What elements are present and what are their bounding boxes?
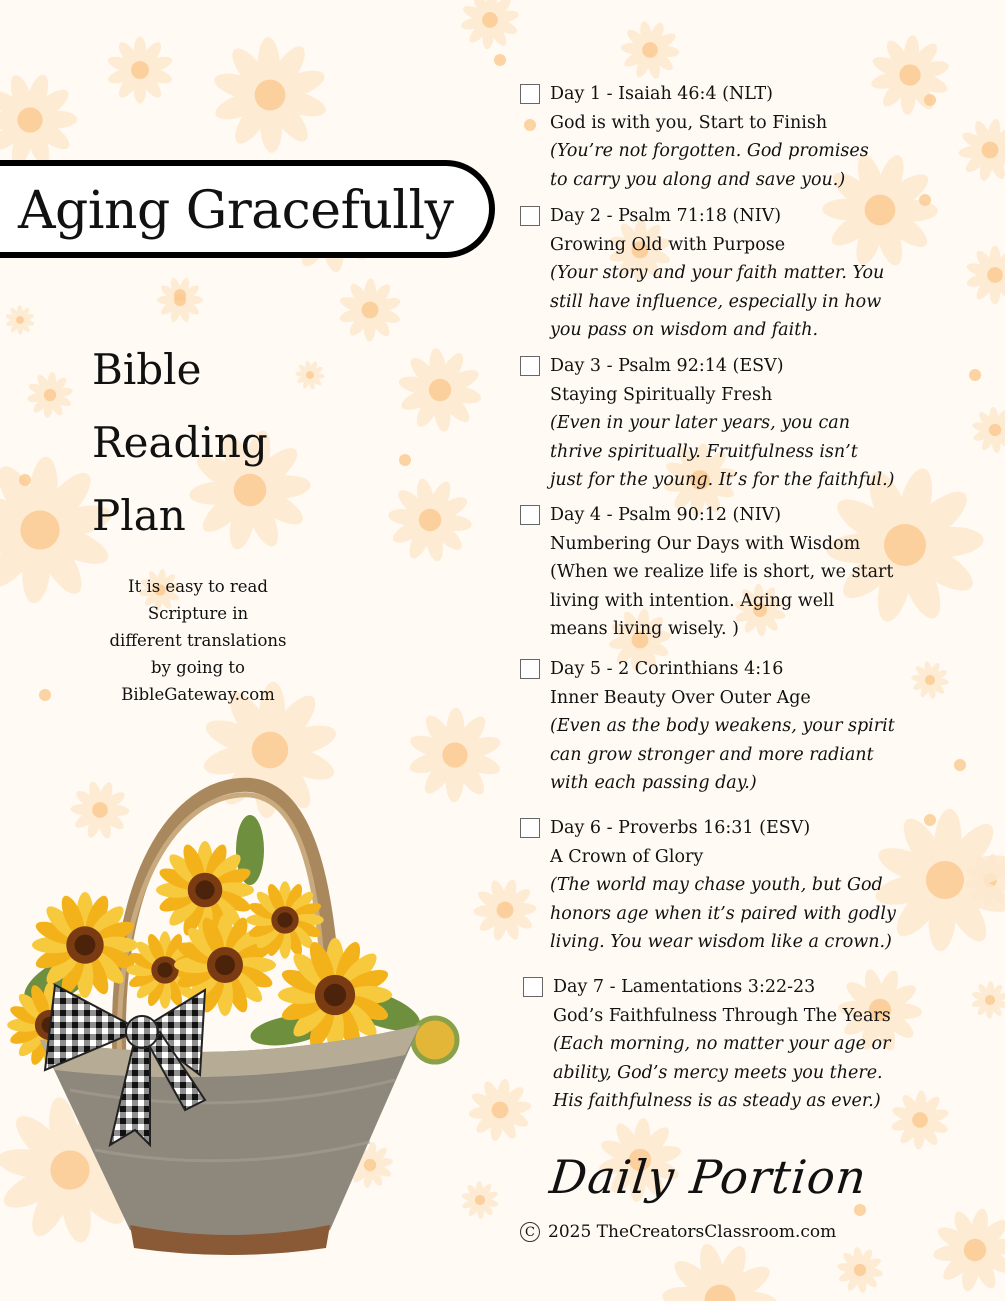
daisy-flower	[397, 347, 482, 432]
daisy-flower	[106, 36, 174, 103]
daisy-flower	[5, 305, 35, 334]
day-desc-line: (Even in your later years, you can	[550, 413, 850, 433]
day-desc-line: still have influence, especially in how	[550, 291, 882, 312]
subtitle-line: Bible	[92, 345, 202, 394]
decor-dot	[854, 1204, 866, 1216]
daisy-flower	[932, 1207, 1005, 1293]
daisy-flower	[460, 0, 520, 50]
day-desc-line: to carry you along and save you.)	[550, 169, 846, 190]
decor-dot	[19, 474, 31, 486]
daisy-flower	[338, 278, 402, 341]
subtitle-block	[92, 333, 268, 552]
daisy-flower	[26, 372, 73, 419]
daisy-flower	[387, 477, 472, 563]
day-desc-line: ability, God’s mercy meets you there.	[553, 1062, 883, 1083]
day-theme: A Crown of Glory	[550, 846, 704, 867]
copyright-line	[520, 1220, 836, 1244]
decor-dot	[494, 54, 506, 66]
sunflower	[32, 892, 138, 998]
day-5-entry	[520, 655, 990, 798]
day-2-entry	[520, 202, 990, 345]
day-7-entry	[523, 973, 993, 1116]
day-4-entry	[520, 501, 990, 644]
day-desc-line: you pass on wisdom and faith.	[550, 320, 819, 340]
day-theme: God’s Faithfulness Through The Years	[553, 1005, 891, 1026]
daisy-flower	[836, 1247, 883, 1294]
day-theme: Inner Beauty Over Outer Age	[550, 687, 811, 708]
copyright-text: 2025 TheCreatorsClassroom.com	[548, 1222, 837, 1242]
day-theme: Growing Old with Purpose	[550, 234, 786, 255]
day-desc-line: thrive spiritually. Fruitfulness isn’t	[550, 441, 858, 462]
note-line: different translations	[109, 631, 287, 650]
decor-dot	[39, 689, 51, 701]
day-theme: God is with you, Start to Finish	[550, 112, 828, 133]
day-1-entry	[520, 80, 990, 194]
day-ref: Day 3 - Psalm 92:14 (ESV)	[550, 356, 784, 376]
daily-portion-logo: Daily Portion	[547, 1150, 870, 1204]
sunflower-basket-illustration	[0, 770, 470, 1270]
note-line: by going to	[151, 658, 245, 677]
page-title: Aging Gracefully	[18, 181, 454, 241]
subtitle-line: Reading	[92, 418, 268, 467]
day-desc-line: (Your story and your faith matter. You	[550, 263, 885, 283]
day-desc-line: can grow stronger and more radiant	[550, 744, 874, 765]
day-desc-line: (Even as the body weakens, your spirit	[550, 716, 895, 736]
day-ref: Day 5 - 2 Corinthians 4:16	[550, 659, 784, 679]
daisy-flower	[0, 72, 77, 168]
day-desc-line: just for the young. It’s for the faithful.)	[550, 470, 895, 490]
note-line: BibleGateway.com	[121, 685, 275, 704]
day-theme: Numbering Our Days with Wisdom	[550, 533, 861, 554]
day-theme: Staying Spiritually Fresh	[550, 384, 773, 405]
daisy-flower	[211, 37, 328, 153]
day-ref: Day 4 - Psalm 90:12 (NIV)	[550, 505, 782, 525]
decor-dot	[174, 289, 186, 301]
day-6-entry	[520, 814, 990, 957]
day-ref: Day 6 - Proverbs 16:31 (ESV)	[550, 818, 811, 838]
decor-dot	[399, 454, 411, 466]
day-7-checkbox[interactable]	[523, 977, 543, 997]
day-desc-line: (The world may chase youth, but God	[550, 875, 883, 895]
day-3-entry	[520, 352, 990, 495]
day-ref: Day 2 - Psalm 71:18 (NIV)	[550, 206, 782, 226]
daisy-flower	[620, 20, 680, 80]
copyright-icon: C	[520, 1222, 540, 1242]
note-line: It is easy to read	[128, 577, 268, 596]
day-desc-line: means living wisely. )	[550, 619, 739, 639]
day-desc-line: living. You wear wisdom like a crown.)	[550, 932, 892, 952]
day-desc-line: with each passing day.)	[550, 773, 757, 793]
note-line: Scripture in	[147, 604, 249, 623]
day-ref: Day 7 - Lamentations 3:22-23	[553, 977, 816, 997]
day-ref: Day 1 - Isaiah 46:4 (NLT)	[550, 84, 773, 104]
day-1-checkbox[interactable]	[520, 84, 540, 104]
day-desc-line: His faithfulness is as steady as ever.)	[553, 1091, 881, 1111]
day-2-checkbox[interactable]	[520, 206, 540, 226]
day-desc-line: (Each morning, no matter your age or	[553, 1034, 891, 1054]
day-desc-line: honors age when it’s paired with godly	[550, 903, 896, 924]
daisy-flower	[662, 1241, 779, 1301]
daisy-flower	[295, 360, 325, 390]
day-desc-line: (When we realize life is short, we start	[550, 562, 894, 582]
translation-note	[88, 573, 308, 708]
subtitle-line: Plan	[92, 491, 186, 540]
day-desc-line: (You’re not forgotten. God promises	[550, 141, 869, 161]
day-6-checkbox[interactable]	[520, 818, 540, 838]
day-5-checkbox[interactable]	[520, 659, 540, 679]
day-4-checkbox[interactable]	[520, 505, 540, 525]
day-desc-line: living with intention. Aging well	[550, 590, 835, 611]
day-3-checkbox[interactable]	[520, 356, 540, 376]
